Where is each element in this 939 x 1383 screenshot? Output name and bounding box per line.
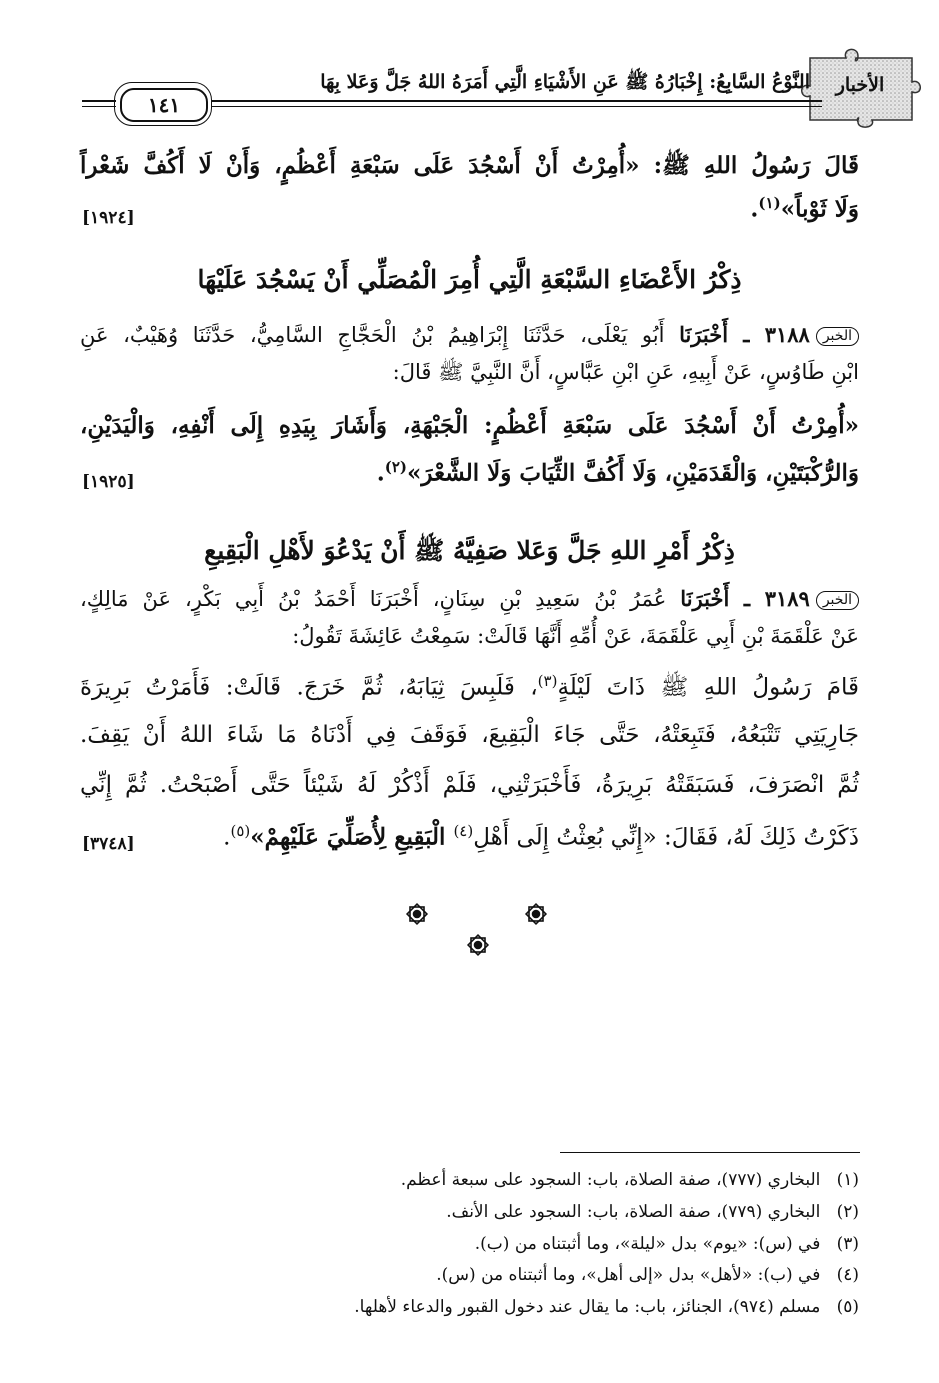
footnote-marker: (٢) [384,458,408,476]
flower-ornament-icon [404,901,430,927]
footnote: (٣) في (س): «يوم» بدل «ليلة»، وما أثبتناه من (ب). [474,1234,859,1254]
hadith-text-line: ذَكَرْتُ ذَلِكَ لَهُ، فَقَالَ: «إِنِّي بُعِثْتُ إِلَى أَهْلِ$^{(٤)}$ الْبَقِيعِ لِأُصَلِّيَ عَلَيْهِمْ»$^{(٥)}$. [223,822,859,851]
footnote-marker: (٣) [537,672,558,690]
page-number: ١٤١ [120,88,208,122]
hadith-text-line: وَلَا ثَوْباً»$^{(١)}$. [750,194,859,223]
running-header-title: النَّوْعُ السَّابِعُ: إِخْبَارُهُ ﷺ عَنِ الأَشْيَاءِ الَّتِي أَمَرَهُ اللهُ جَلَّ وَعَلا بِهَا [320,71,810,93]
hadith-text-line: جَارِيَتِي تَتْبَعُهُ، فَتَبِعَتْهُ، حَتَّى جَاءَ الْبَقِيعَ، فَوَقَفَ فِي أَدْنَاهُ مَا شَاءَ اللهُ أَنْ يَقِفَ. [80,722,859,748]
header-rule-left [82,100,116,102]
hadith-text-line: ثُمَّ انْصَرَفَ، فَسَبَقَتْهُ بَرِيرَةُ، فَأَخْبَرَتْنِي، فَلَمْ أَذْكُرْ لَهُ شَيْئاً حَتَّى أَصْبَحْتُ. ثُمَّ إِنِّي [80,772,859,798]
hadith-text-line: «أُمِرْتُ أَنْ أَسْجُدَ عَلَى سَبْعَةِ أَعْظُمٍ: الْجَبْهَةِ، وَأَشَارَ بِيَدِهِ إِلَى أَنْفِهِ، وَالْيَدَيْنِ، [80,412,859,439]
hadith-number: ٣١٨٩ ـ أَخْبَرَنَا [680,586,810,611]
hadith-reference: [٣٧٤٨] [82,834,135,854]
header-rule-right-thin [212,106,822,107]
footnote-marker: (٤) [453,822,474,840]
hadith-number: ٣١٨٨ ـ أَخْبَرَنَا [679,322,810,347]
footnote: (١) البخاري (٧٧٧)، صفة الصلاة، باب: السجود على سبعة أعظم. [400,1170,859,1190]
hadith-badge: الخبر [816,591,859,610]
section-tab-label: الأخبار [835,74,885,96]
hadith-isnad-line: الخبر٣١٨٨ ـ أَخْبَرَنَا أَبُو يَعْلَى، حَدَّثَنَا إِبْرَاهِيمُ بْنُ الْحَجَّاجِ السَّامِيُّ، حَدَّثَنَا وُهَيْبٌ، عَنِ [80,322,859,348]
hadith-reference: [١٩٢٥] [82,472,135,492]
footnote-separator [560,1152,860,1153]
hadith-isnad-line: ابْنِ طَاوُسٍ، عَنْ أَبِيهِ، عَنِ ابْنِ عَبَّاسٍ، أَنَّ النَّبِيَّ ﷺ قَالَ: [392,360,859,384]
flower-ornament-icon [523,901,549,927]
hadith-text-line: وَالرُّكْبَتَيْنِ، وَالْقَدَمَيْنِ، وَلَا أَكُفَّ الثِّيَابَ وَلَا الشَّعْرَ»$^{(٢)}$. [376,458,859,487]
footnote-marker: (٥) [230,822,251,840]
hadith-reference: [١٩٢٤] [82,208,135,228]
hadith-badge: الخبر [816,327,859,346]
footnote: (٤) في (ب): «لأهل» بدل «إلى أهل»، وما أثبتناه من (س). [436,1265,859,1285]
chapter-heading: ذِكْرُ الأَعْضَاءِ السَّبْعَةِ الَّتِي أُمِرَ الْمُصَلِّي أَنْ يَسْجُدَ عَلَيْهَا [197,265,742,294]
hadith-text-line: قَامَ رَسُولُ اللهِ ﷺ ذَاتَ لَيْلَةٍ$^{(٣)}$، فَلَبِسَ ثِيَابَهُ، ثُمَّ خَرَجَ. قَالَتْ: فَأَمَرْتُ بَرِيرَةَ [80,672,860,701]
flower-ornament-icon [465,932,491,958]
hadith-text-line: قَالَ رَسُولُ اللهِ ﷺ: «أُمِرْتُ أَنْ أَسْجُدَ عَلَى سَبْعَةِ أَعْظُمٍ، وَأَنْ لَا أَكُفَّ شَعْراً [80,152,859,179]
chapter-heading: ذِكْرُ أَمْرِ اللهِ جَلَّ وَعَلا صَفِيَّهُ ﷺ أَنْ يَدْعُوَ لأَهْلِ الْبَقِيعِ [204,536,735,565]
hadith-isnad-line: الخبر٣١٨٩ ـ أَخْبَرَنَا عُمَرُ بْنُ سَعِيدِ بْنِ سِنَانٍ، أَخْبَرَنَا أَحْمَدُ بْنُ أَبِي بَكْرٍ، عَنْ مَالِكٍ، [80,586,859,612]
hadith-isnad-line: عَنْ عَلْقَمَةَ بْنِ أَبِي عَلْقَمَةَ، عَنْ أُمِّهِ أَنَّهَا قَالَتْ: سَمِعْتُ عَائِشَةَ تَقُولُ: [292,624,859,648]
header-rule-right [212,100,822,102]
footnote: (٢) البخاري (٧٧٩)، صفة الصلاة، باب: السجود على الأنف. [446,1202,859,1222]
header-rule-left-thin [82,106,116,107]
footnote: (٥) مسلم (٩٧٤)، الجنائز، باب: ما يقال عند دخول القبور والدعاء لأهلها. [354,1297,859,1317]
footnote-marker: (١) [758,194,781,212]
